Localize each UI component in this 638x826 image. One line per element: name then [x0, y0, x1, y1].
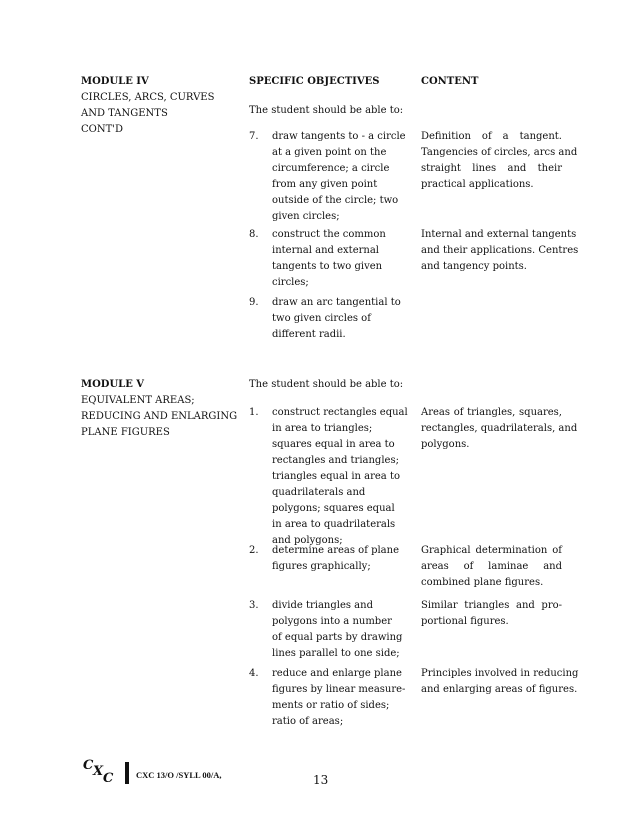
content-text: Internal and external tangents and their applications. Centres and tangency points.: [421, 229, 579, 272]
content-text: Principles involved in reducing and enlarging areas of figures.: [421, 668, 579, 695]
objective-text: construct the common internal and external tangents to two given circles;: [272, 229, 386, 288]
svg-text:C: C: [103, 771, 114, 785]
objective-text: determine areas of plane figures graphically;: [272, 545, 400, 572]
svg-text:X: X: [93, 764, 104, 779]
intro-text: The student should be able to:: [249, 105, 404, 116]
content-text: Definition of a tangent. Tangencies of circles, arcs and straight lines and their practical applications.: [421, 131, 578, 190]
objective-number: 3.: [249, 600, 259, 611]
content-text: Graphical determination of areas of laminae and combined plane figures.: [421, 545, 562, 588]
intro-text: The student should be able to:: [249, 379, 404, 390]
svg-text:C: C: [83, 758, 94, 773]
module-v-subtitle-line: REDUCING AND ENLARGING: [81, 411, 238, 422]
module-iv-subtitle-line: CONT'D: [81, 124, 124, 135]
objective-text: construct rectangles equal in area to triangles; squares equal in area to rectangles and triangles; triangles equal in area to quadrilaterals and polygons; squares equal in area to quadrilaterals and polygons;: [272, 407, 408, 546]
footer-divider: [125, 762, 129, 784]
module-v-subtitle-line: EQUIVALENT AREAS;: [81, 395, 195, 406]
objective-number: 9.: [249, 297, 259, 308]
objective-text: draw tangents to - a circle at a given point on the circumference; a circle from any given point outside of the circle; two given circles;: [272, 131, 406, 222]
objective-text: divide triangles and polygons into a number of equal parts by drawing lines parallel to one side;: [272, 600, 403, 659]
objective-number: 7.: [249, 131, 259, 142]
content-text: Areas of triangles, squares, rectangles, quadrilaterals, and polygons.: [421, 407, 578, 450]
module-v-subtitle-line: PLANE FIGURES: [81, 427, 170, 438]
syllabus-code: CXC 13/O /SYLL 00/A,: [136, 770, 222, 780]
module-v-title: MODULE V: [81, 379, 145, 390]
module-iv-subtitle-line: AND TANGENTS: [81, 108, 168, 119]
objectives-header: SPECIFIC OBJECTIVES: [249, 76, 380, 87]
objective-number: 8.: [249, 229, 259, 240]
objective-number: 4.: [249, 668, 259, 679]
content-text: Similar triangles and pro- portional figures.: [421, 600, 562, 627]
content-header: CONTENT: [421, 76, 479, 87]
page-number: 13: [313, 773, 329, 787]
module-iv-title: MODULE IV: [81, 76, 149, 87]
objective-number: 2.: [249, 545, 259, 556]
objective-number: 1.: [249, 407, 259, 418]
module-iv-subtitle-line: CIRCLES, ARCS, CURVES: [81, 92, 215, 103]
objective-text: draw an arc tangential to two given circles of different radii.: [272, 297, 401, 340]
objective-text: reduce and enlarge plane figures by linear measure- ments or ratio of sides; ratio of areas;: [272, 668, 406, 727]
cxc-logo-icon: [81, 755, 121, 785]
